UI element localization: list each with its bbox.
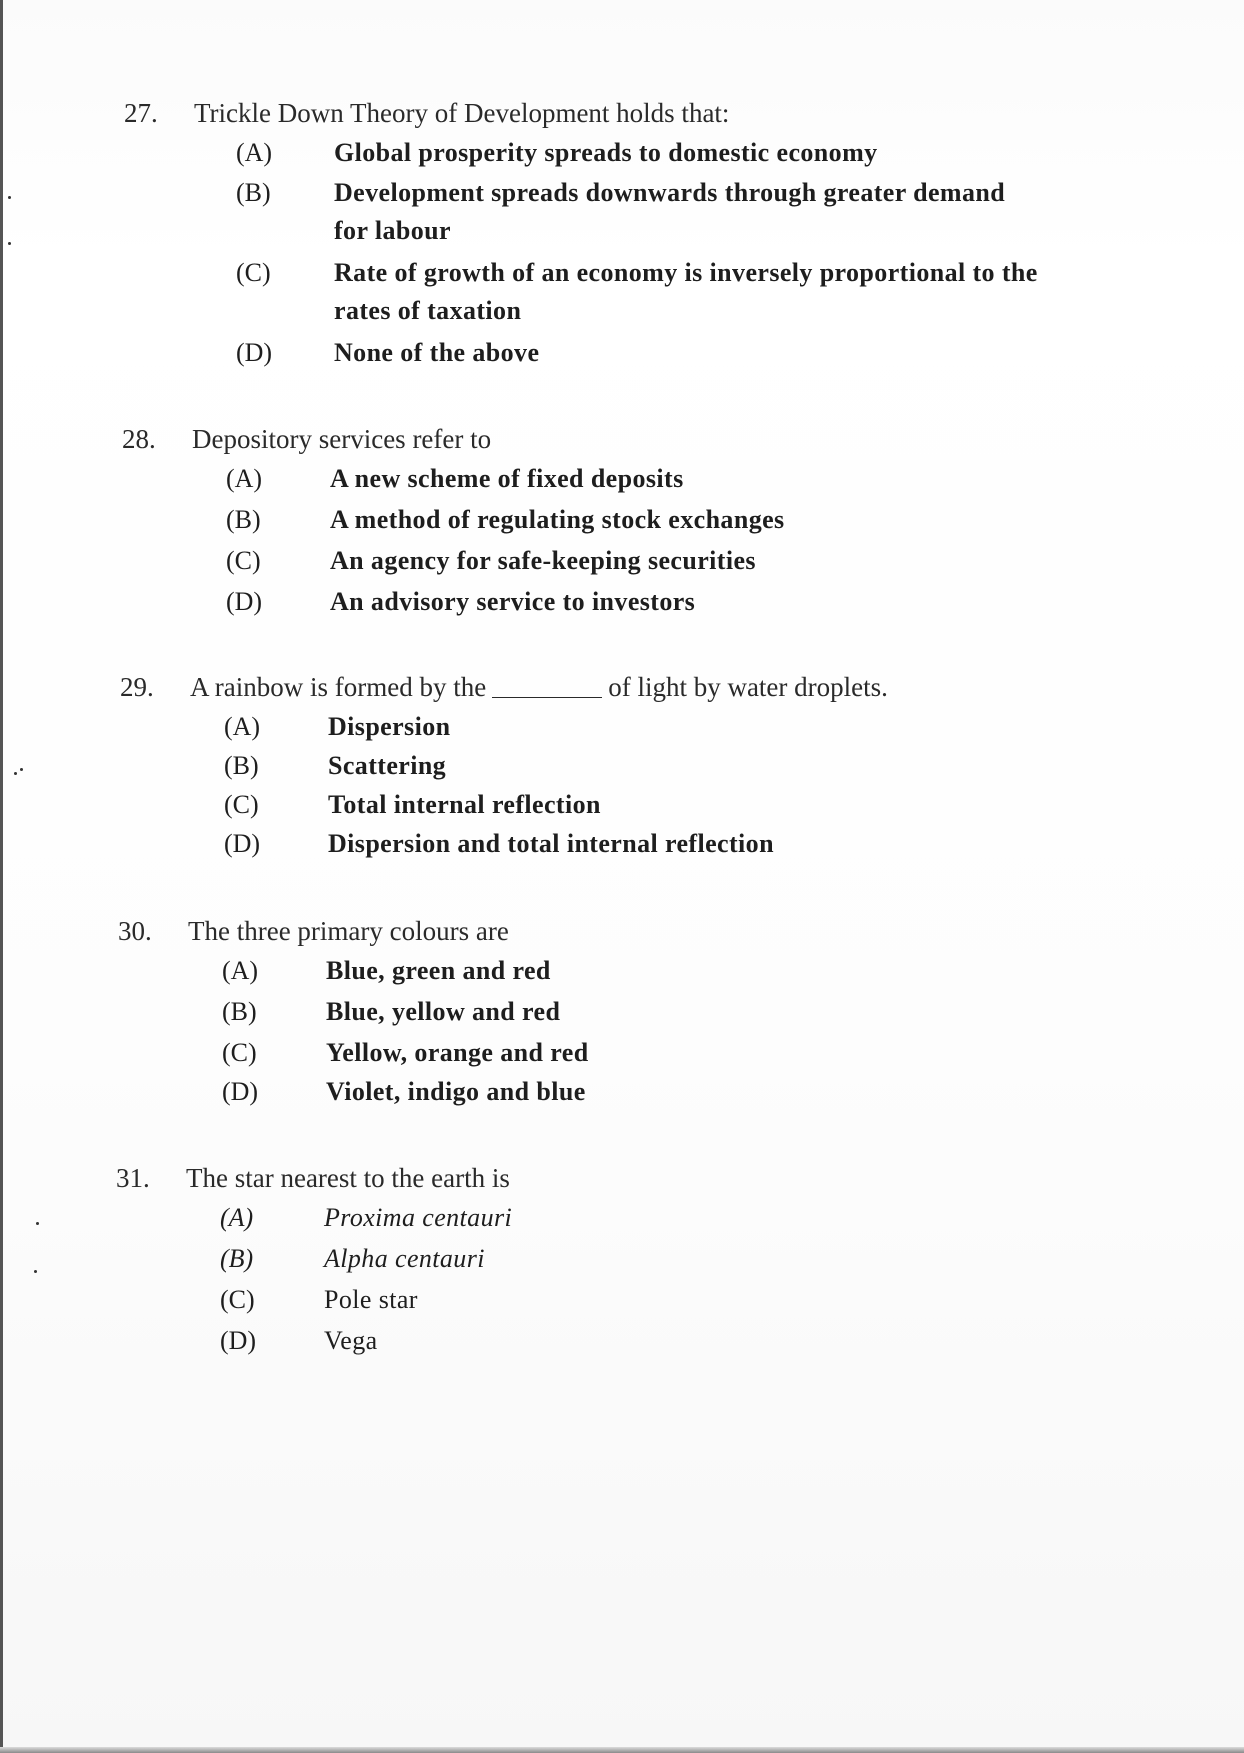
option-d bbox=[0, 829, 1244, 868]
option-text: An agency for safe-keeping securities bbox=[330, 546, 756, 575]
option-text-continued: rates of taxation bbox=[334, 296, 522, 325]
option-text: Dispersion bbox=[328, 712, 451, 741]
question-29 bbox=[0, 672, 1244, 868]
option-d bbox=[0, 1326, 1244, 1367]
option-letter: (A) bbox=[222, 956, 259, 985]
option-letter: (B) bbox=[220, 1244, 254, 1273]
option-a bbox=[0, 138, 1244, 178]
question-31 bbox=[0, 1163, 1244, 1367]
question-30 bbox=[0, 916, 1244, 1116]
question-number: 31. bbox=[116, 1163, 150, 1193]
fill-in-blank bbox=[492, 677, 602, 698]
option-a bbox=[0, 1203, 1244, 1244]
question-text: Depository services refer to bbox=[192, 424, 492, 454]
option-b bbox=[0, 178, 1244, 258]
option-b bbox=[0, 997, 1244, 1038]
option-c bbox=[0, 258, 1244, 338]
option-text: Yellow, orange and red bbox=[326, 1038, 589, 1067]
option-c bbox=[0, 790, 1244, 829]
option-a bbox=[0, 464, 1244, 505]
option-letter: (B) bbox=[236, 178, 271, 207]
option-b bbox=[0, 1244, 1244, 1285]
question-text: The star nearest to the earth is bbox=[186, 1163, 510, 1193]
option-letter: (C) bbox=[236, 258, 271, 287]
option-text: None of the above bbox=[334, 338, 540, 367]
option-a bbox=[0, 956, 1244, 997]
option-letter: (D) bbox=[224, 829, 261, 858]
option-text: A new scheme of fixed deposits bbox=[330, 464, 684, 493]
option-c bbox=[0, 546, 1244, 587]
option-a bbox=[0, 712, 1244, 751]
option-d bbox=[0, 1077, 1244, 1116]
option-letter: (A) bbox=[226, 464, 263, 493]
option-c bbox=[0, 1285, 1244, 1326]
question-text-before-blank: A rainbow is formed by the bbox=[190, 672, 487, 702]
question-text-after-blank: of light by water droplets. bbox=[608, 672, 888, 702]
question-text: Trickle Down Theory of Development holds that: bbox=[194, 98, 730, 128]
question-stem bbox=[0, 1163, 1244, 1203]
option-text: Scattering bbox=[328, 751, 447, 780]
option-text: Rate of growth of an economy is inversely proportional to the bbox=[334, 258, 1038, 287]
option-text: Alpha centauri bbox=[324, 1244, 485, 1273]
option-letter: (B) bbox=[222, 997, 257, 1026]
question-stem bbox=[0, 424, 1244, 464]
option-text: An advisory service to investors bbox=[330, 587, 696, 616]
option-c bbox=[0, 1038, 1244, 1077]
option-letter: (C) bbox=[220, 1285, 255, 1314]
scan-bottom-edge bbox=[0, 1747, 1244, 1753]
option-text: Vega bbox=[324, 1326, 378, 1355]
question-stem bbox=[0, 98, 1244, 138]
option-text: Global prosperity spreads to domestic economy bbox=[334, 138, 878, 167]
option-text: Pole star bbox=[324, 1285, 418, 1314]
option-letter: (D) bbox=[220, 1326, 257, 1355]
option-letter: (D) bbox=[236, 338, 273, 367]
option-text: Proxima centauri bbox=[324, 1203, 513, 1232]
option-d bbox=[0, 587, 1244, 628]
question-28 bbox=[0, 424, 1244, 628]
question-text: The three primary colours are bbox=[188, 916, 509, 946]
question-stem bbox=[0, 672, 1244, 712]
option-text: Total internal reflection bbox=[328, 790, 601, 819]
option-b bbox=[0, 751, 1244, 790]
option-text: Blue, green and red bbox=[326, 956, 551, 985]
option-letter: (A) bbox=[236, 138, 273, 167]
question-number: 29. bbox=[120, 672, 154, 702]
option-text: Dispersion and total internal reflection bbox=[328, 829, 774, 858]
option-text-continued: for labour bbox=[334, 216, 451, 245]
option-letter: (A) bbox=[224, 712, 261, 741]
question-stem bbox=[0, 916, 1244, 956]
option-d bbox=[0, 338, 1244, 378]
option-text: A method of regulating stock exchanges bbox=[330, 505, 785, 534]
question-number: 30. bbox=[118, 916, 152, 946]
option-b bbox=[0, 505, 1244, 546]
option-letter: (C) bbox=[222, 1038, 257, 1067]
question-text bbox=[190, 672, 888, 703]
option-letter: (C) bbox=[226, 546, 261, 575]
option-text: Violet, indigo and blue bbox=[326, 1077, 586, 1106]
option-letter: (B) bbox=[224, 751, 259, 780]
option-text: Blue, yellow and red bbox=[326, 997, 561, 1026]
option-letter: (A) bbox=[220, 1203, 254, 1232]
question-number: 27. bbox=[124, 98, 158, 128]
option-letter: (D) bbox=[222, 1077, 259, 1106]
question-27 bbox=[0, 98, 1244, 378]
question-number: 28. bbox=[122, 424, 156, 454]
option-letter: (D) bbox=[226, 587, 263, 616]
option-letter: (C) bbox=[224, 790, 259, 819]
option-letter: (B) bbox=[226, 505, 261, 534]
option-text: Development spreads downwards through greater demand bbox=[334, 178, 1006, 207]
